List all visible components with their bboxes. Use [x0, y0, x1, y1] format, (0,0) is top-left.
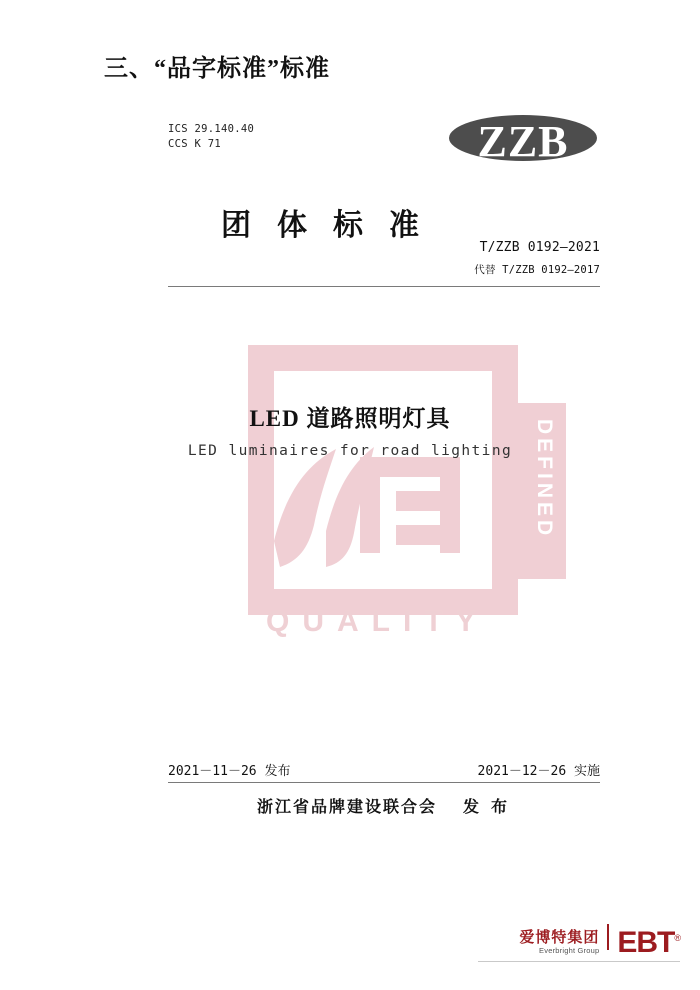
standard-cover [100, 100, 600, 840]
cover-dates [168, 760, 600, 779]
watermark-quality: QUALITY [266, 605, 489, 638]
brand-name-cn: 爱博特集团 [519, 930, 600, 947]
section-heading: 三、“品字标准”标准 [104, 56, 330, 82]
ics-block [168, 122, 254, 152]
watermark-defined: DEFINED [533, 419, 556, 540]
issuer-name: 浙江省品牌建设联合会 [256, 799, 437, 816]
effective-date: 2021－12－26 实施 [477, 764, 600, 779]
issuer-line [168, 794, 600, 817]
zzb-logo [448, 110, 598, 166]
registered-mark: ® [674, 933, 680, 943]
brand-divider [478, 961, 680, 962]
standard-number: T/ZZB 0192—2021 [479, 240, 600, 255]
ccs-code: CCS K 71 [168, 138, 221, 150]
divider-bottom [168, 782, 600, 783]
cover-artwork [248, 345, 556, 638]
brand-names [519, 930, 599, 956]
brand-name-en: Everbright Group [539, 946, 600, 956]
standard-replaces: 代替 T/ZZB 0192—2017 [474, 264, 600, 276]
brand-footer [519, 924, 680, 959]
cover-title-cn: 团体标准 [221, 209, 445, 242]
brand-mark [617, 926, 680, 959]
ics-code: ICS 29.140.40 [168, 123, 255, 135]
svg-text:ZZB: ZZB [477, 117, 569, 166]
brand-separator [607, 924, 609, 950]
issue-date: 2021－11－26 发布 [168, 764, 291, 779]
brand-mark-text: EBT [617, 926, 675, 959]
document-title-cn: LED 道路照明灯具 [249, 406, 451, 431]
document-title-en: LED luminaires for road lighting [187, 443, 513, 459]
issuer-publish-label: 发 布 [463, 799, 512, 816]
divider-top [168, 286, 600, 287]
